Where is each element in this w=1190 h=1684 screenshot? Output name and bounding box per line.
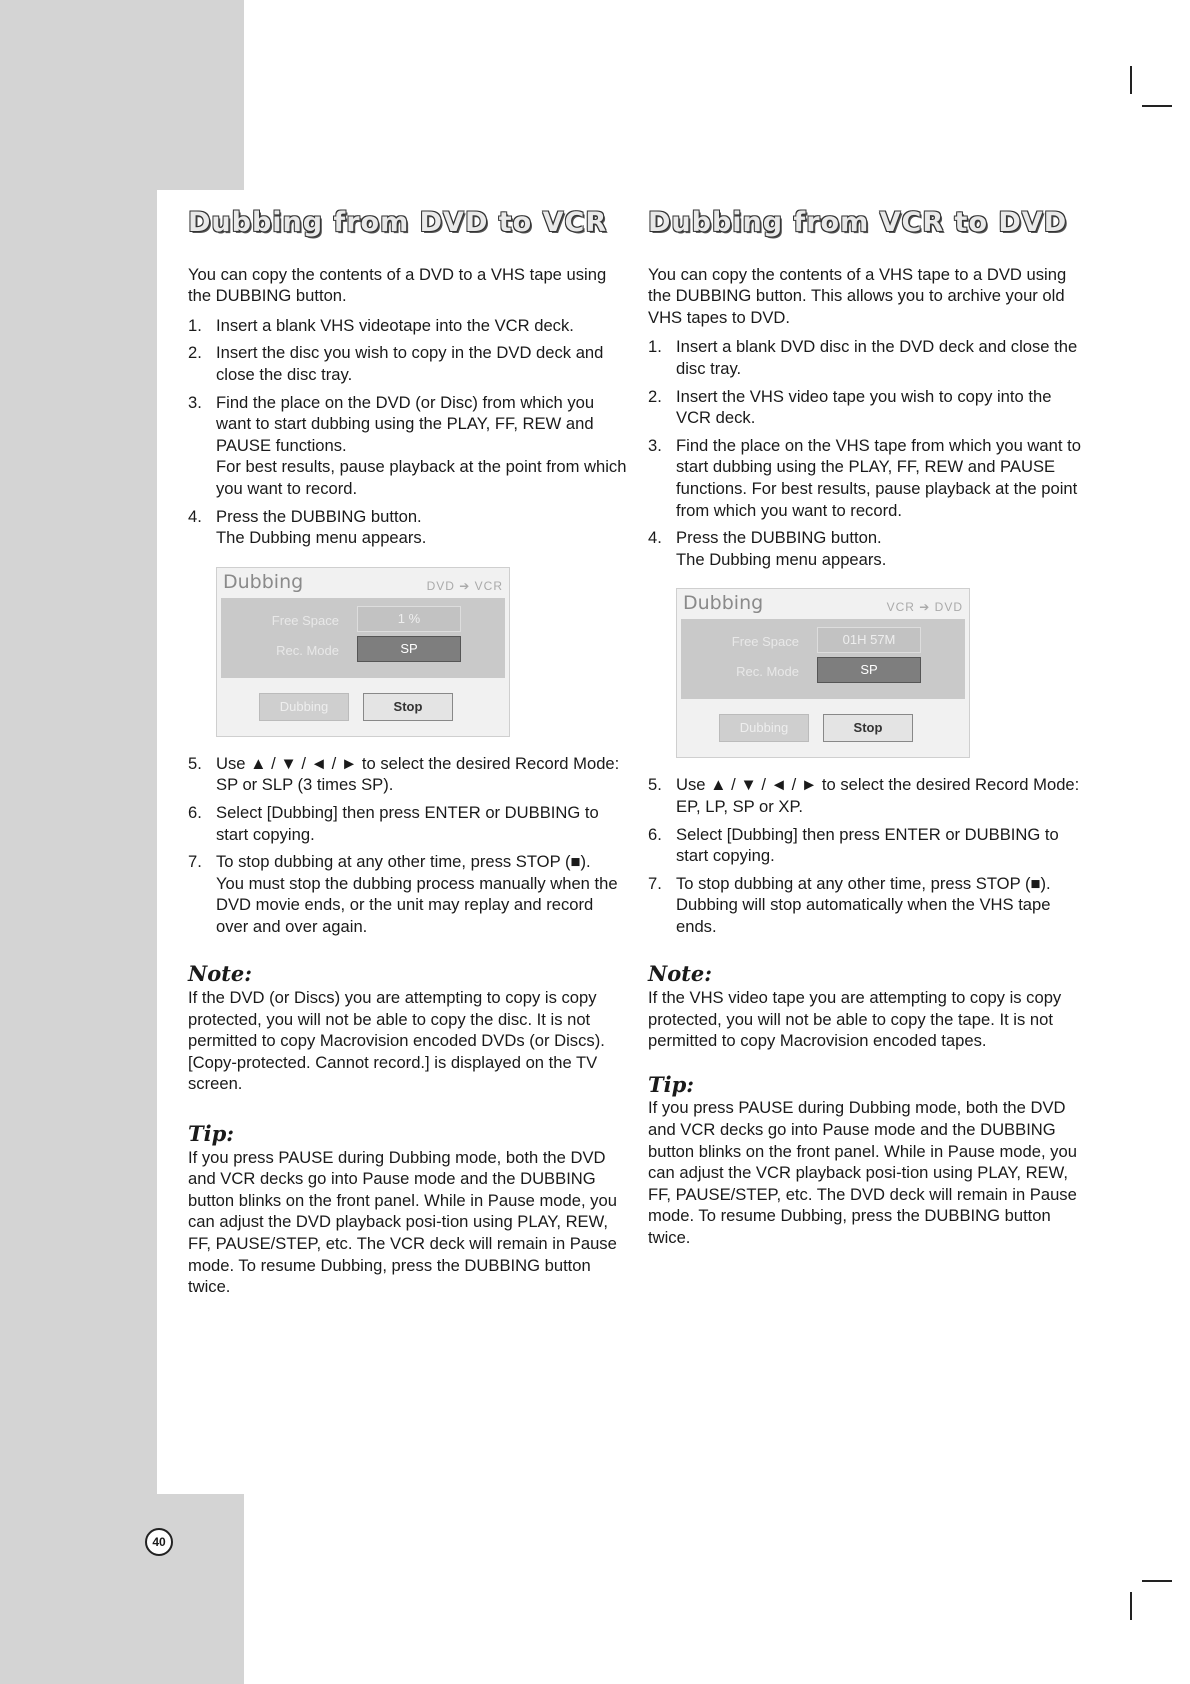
step-item: 1. Insert a blank VHS videotape into the VCR deck.: [188, 315, 574, 335]
free-space-row: [221, 606, 505, 632]
stop-button[interactable]: Stop: [363, 693, 453, 721]
dubbing-button[interactable]: Dubbing: [259, 693, 349, 721]
step-item: 6. Select [Dubbing] then press ENTER or DUBBING to start copying.: [648, 824, 1059, 866]
step-item: 5. Use ▲ / ▼ / ◄ / ► to select the desired Record Mode: EP, LP, SP or XP.: [648, 775, 1080, 816]
tip-text: If you press PAUSE during Dubbing mode, both the DVD and VCR decks go into Pause mode and the DUBBING button blinks on the front panel. While in Pause mode, you can adjust the DVD playback posi-tion using PLAY, REW, FF, PAUSE/STEP, etc. The VCR deck will remain in Pause mode. To resume Dubbing, press the DUBBING button twice.: [188, 1147, 617, 1297]
page-number-badge: 40: [145, 1528, 173, 1556]
dubbing-button[interactable]: Dubbing: [719, 714, 809, 742]
tip-text: If you press PAUSE during Dubbing mode, both the DVD and VCR decks go into Pause mode and the DUBBING button blinks on the front panel. While in Pause mode, you can adjust the VCR playback posi-tion using PLAY, REW, FF, PAUSE/STEP, etc. The DVD deck will remain in Pause mode. To resume Dubbing, press the DUBBING button twice.: [648, 1098, 1077, 1247]
step-item: 7. To stop dubbing at any other time, press STOP (■). Dubbing will stop automatically when the VHS tape ends.: [648, 873, 1051, 936]
menu-title: Dubbing: [683, 592, 764, 615]
rec-mode-row: [221, 636, 505, 662]
crop-mark-bottom-horizontal: [1142, 1580, 1172, 1582]
note-heading: Note:: [188, 961, 253, 987]
rec-mode-label: Rec. Mode: [276, 642, 339, 658]
crop-mark-bottom-vertical: [1130, 1592, 1132, 1620]
section-title: Dubbing from VCR to DVD: [648, 207, 1068, 238]
crop-mark-top-horizontal: [1142, 105, 1172, 107]
intro-text: You can copy the contents of a DVD to a VHS tape using the DUBBING button.: [188, 264, 607, 306]
note-text: If the VHS video tape you are attempting to copy is copy protected, you will not be able to copy the tape. It is not permitted to copy Macrovision encoded tapes.: [648, 988, 1062, 1051]
rec-mode-value[interactable]: SP: [357, 636, 461, 662]
crop-mark-top-vertical: [1130, 66, 1132, 94]
step-item: 6. Select [Dubbing] then press ENTER or DUBBING to start copying.: [188, 802, 599, 844]
step-item: 5. Use ▲ / ▼ / ◄ / ► to select the desired Record Mode: SP or SLP (3 times SP).: [188, 753, 620, 795]
step-item: 3. Find the place on the VHS tape from which you want to start dubbing using the PLAY, FF, REW and PAUSE functions. For best results, pause playback at the point from which you want to record.: [648, 435, 1081, 520]
free-space-row: [681, 627, 965, 653]
intro-text: You can copy the contents of a VHS tape to a DVD using the DUBBING button. This allows you to archive your old VHS tapes to DVD.: [648, 264, 1067, 327]
dubbing-menu-vcr-to-dvd: [676, 588, 970, 758]
dubbing-menu-dvd-to-vcr: [216, 567, 510, 737]
left-column: [188, 207, 628, 1306]
tip-heading: Tip:: [188, 1121, 235, 1147]
free-space-value: 1 %: [357, 606, 461, 632]
right-column: [648, 207, 1088, 1257]
stop-button[interactable]: Stop: [823, 714, 913, 742]
step-item: 4. Press the DUBBING button. The Dubbing menu appears.: [648, 528, 887, 569]
menu-title: Dubbing: [223, 570, 304, 593]
note-text: If the DVD (or Discs) you are attempting to copy is copy protected, you will not be able to copy the disc. It is not permitted to copy Macrovision encoded DVDs (or Discs). [Copy-protected. Cannot record.] is displayed on the TV screen.: [188, 988, 605, 1094]
step-item: 4. Press the DUBBING button. The Dubbing menu appears.: [188, 506, 427, 548]
step-item: 1. Insert a blank DVD disc in the DVD deck and close the disc tray.: [648, 337, 1078, 378]
steps-list-continued: [648, 774, 1088, 937]
section-title: Dubbing from DVD to VCR: [188, 207, 608, 238]
note-heading: Note:: [648, 961, 713, 987]
step-item: 2. Insert the disc you wish to copy in the DVD deck and close the disc tray.: [188, 343, 604, 384]
step-item: 2. Insert the VHS video tape you wish to copy into the VCR deck.: [648, 386, 1052, 428]
steps-list: [188, 315, 628, 549]
free-space-label: Free Space: [731, 634, 799, 650]
free-space-value: 01H 57M: [817, 627, 921, 653]
menu-direction: DVD ➔ VCR: [426, 578, 503, 593]
free-space-label: Free Space: [271, 612, 339, 628]
rec-mode-value[interactable]: SP: [817, 657, 921, 683]
rec-mode-row: [681, 657, 965, 683]
rec-mode-label: Rec. Mode: [736, 664, 799, 680]
steps-list-continued: [188, 753, 628, 938]
steps-list: [648, 336, 1088, 570]
tip-heading: Tip:: [648, 1071, 695, 1097]
menu-direction: VCR ➔ DVD: [886, 600, 963, 615]
step-item: 7. To stop dubbing at any other time, press STOP (■). You must stop the dubbing process manually when the DVD movie ends, or the unit may replay and record over and over again.: [188, 852, 618, 936]
step-item: 3. Find the place on the DVD (or Disc) from which you want to start dubbing using the PLAY, FF, REW and PAUSE functions. For best results, pause playback at the point from which you want to record.: [188, 392, 627, 498]
